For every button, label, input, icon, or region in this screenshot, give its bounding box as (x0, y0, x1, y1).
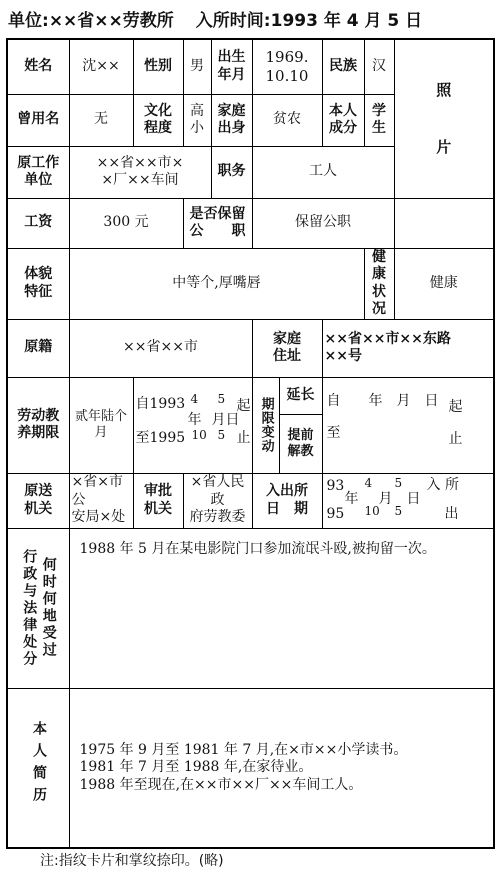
row-appearance (7, 248, 494, 319)
resume-list (69, 688, 494, 848)
term-month-char: 月 (211, 412, 226, 428)
out-label: 出 (444, 505, 459, 522)
sender-label: 原送 机关 (7, 473, 69, 528)
in-day: 5 (394, 475, 403, 490)
alias-value: 无 (69, 94, 133, 146)
row-basic-info (7, 39, 494, 94)
row-term (7, 377, 494, 473)
name-label: 姓名 (7, 39, 69, 94)
approver-label: 审批 机关 (133, 473, 183, 528)
sex-value: 男 (183, 39, 211, 94)
extend-label: 延长 (280, 378, 322, 415)
blank-from-suffix: 起 (448, 399, 463, 415)
education-label: 文化 程度 (133, 94, 183, 146)
personal-status-label: 本人 成分 (322, 94, 364, 146)
family-origin-value: 贫农 (252, 94, 322, 146)
term-year-char: 年 (187, 412, 202, 428)
sender-value: ×省×市公 安局×处 (69, 473, 133, 528)
admit-value: 1993 年 4 月 5 日 (270, 11, 423, 31)
workplace-value: ××省××市× ×厂××车间 (69, 146, 211, 198)
resume-line: 1975 年 9 月至 1981 年 7 月,在×市××小学读书。 (79, 741, 408, 758)
blank-from: 自 年 月 日 (326, 393, 439, 409)
form-header (8, 6, 422, 31)
photo-tail (394, 198, 494, 248)
approver-value: ×省人民政 府劳教委 (183, 473, 252, 528)
origin-label: 原籍 (7, 319, 69, 377)
home-address-value: ××省××市××东路 ××号 (322, 319, 494, 377)
sex-label: 性别 (133, 39, 183, 94)
resume-label-cell (7, 688, 69, 848)
term-from-year: 1993 (149, 396, 186, 412)
in-year: 93 (326, 477, 345, 494)
out-month: 10 (364, 503, 380, 518)
home-address-label: 家庭 住址 (252, 319, 322, 377)
term-value: 贰年陆个月 (69, 377, 133, 473)
salary-label: 工资 (7, 198, 69, 248)
prior-punishment-label-left: 何时何地受过 (40, 557, 57, 659)
origin-value: ××省××市 (69, 319, 252, 377)
io-day-char: 日 (406, 490, 421, 507)
out-year: 95 (326, 505, 345, 522)
blank-to: 至 (326, 425, 341, 441)
appearance-label: 体貌 特征 (7, 248, 69, 319)
term-to-month: 10 (191, 428, 207, 442)
unit-label: 单位: (8, 11, 49, 31)
term-from-prefix: 自 (135, 396, 150, 412)
io-year-char: 年 (344, 490, 359, 507)
row-origin (7, 319, 494, 377)
position-value: 工人 (252, 146, 394, 198)
term-label: 劳动教 养期限 (7, 377, 69, 473)
footnote: 注:指纹卡片和掌纹捺印。(略) (40, 853, 224, 869)
birth-value: 1969. 10.10 (252, 39, 322, 94)
row-resume (7, 688, 494, 848)
io-dates (322, 473, 494, 528)
io-month-char: 月 (378, 490, 393, 507)
prior-punishment-label-right: 行政与法律处分 (21, 548, 38, 668)
admit-label: 入所时间: (195, 11, 271, 31)
resume-line: 1981 年 7 月至 1988 年,在家待业。 (79, 759, 313, 775)
position-label: 职务 (211, 146, 252, 198)
io-date-label: 入出所 日 期 (252, 473, 322, 528)
prior-punishment-label (7, 528, 69, 688)
keep-office-value: 保留公职 (252, 198, 394, 248)
resume-label: 本人简历 (31, 721, 47, 809)
term-from-day: 5 (217, 392, 226, 406)
alias-label: 曾用名 (7, 94, 69, 146)
photo-box: 照 片 (394, 39, 494, 198)
term-to-year: 1995 (149, 430, 186, 446)
in-month: 4 (364, 475, 373, 490)
personal-status-value: 学生 (364, 94, 394, 146)
health-label: 健康 状况 (364, 248, 394, 319)
resume-line: 1988 年至现在,在××市××厂××车间工人。 (79, 776, 363, 793)
term-day-char: 日 (225, 412, 240, 428)
term-from-suffix: 起 (236, 398, 251, 414)
health-value: 健康 (394, 248, 494, 319)
family-origin-label: 家庭 出身 (211, 94, 252, 146)
ethnic-value: 汉 (364, 39, 394, 94)
row-prior-punishment (7, 528, 494, 688)
keep-office-label: 是否保留 公 职 (183, 198, 252, 248)
term-to-suffix: 止 (236, 430, 251, 446)
workplace-label: 原工作 单位 (7, 146, 69, 198)
term-change-label: 期限变动 (258, 397, 274, 453)
name-value: 沈×× (69, 39, 133, 94)
row-salary (7, 198, 494, 248)
early-release-label: 提前解教 (287, 427, 314, 459)
ethnic-label: 民族 (322, 39, 364, 94)
birth-label: 出生 年月 (211, 39, 252, 94)
term-dates (133, 377, 252, 473)
out-day: 5 (394, 503, 403, 518)
appearance-value: 中等个,厚嘴唇 (69, 248, 364, 319)
prior-punishment-value: 1988 年 5 月在某电影院门口参加流氓斗殴,被拘留一次。 (69, 528, 494, 688)
term-change-dates (322, 377, 494, 473)
row-agencies (7, 473, 494, 528)
salary-value: 300 元 (69, 198, 183, 248)
term-to-day: 5 (217, 428, 226, 442)
term-from-month: 4 (190, 392, 199, 406)
term-change-cell (252, 377, 322, 473)
in-out-label: 入 所 (426, 476, 459, 493)
unit-value: ××省××劳教所 (48, 11, 174, 31)
inmate-registration-form (6, 38, 495, 849)
education-value: 高 小 (183, 94, 211, 146)
term-to-prefix: 至 (135, 430, 150, 446)
blank-to-suffix: 止 (448, 431, 463, 447)
